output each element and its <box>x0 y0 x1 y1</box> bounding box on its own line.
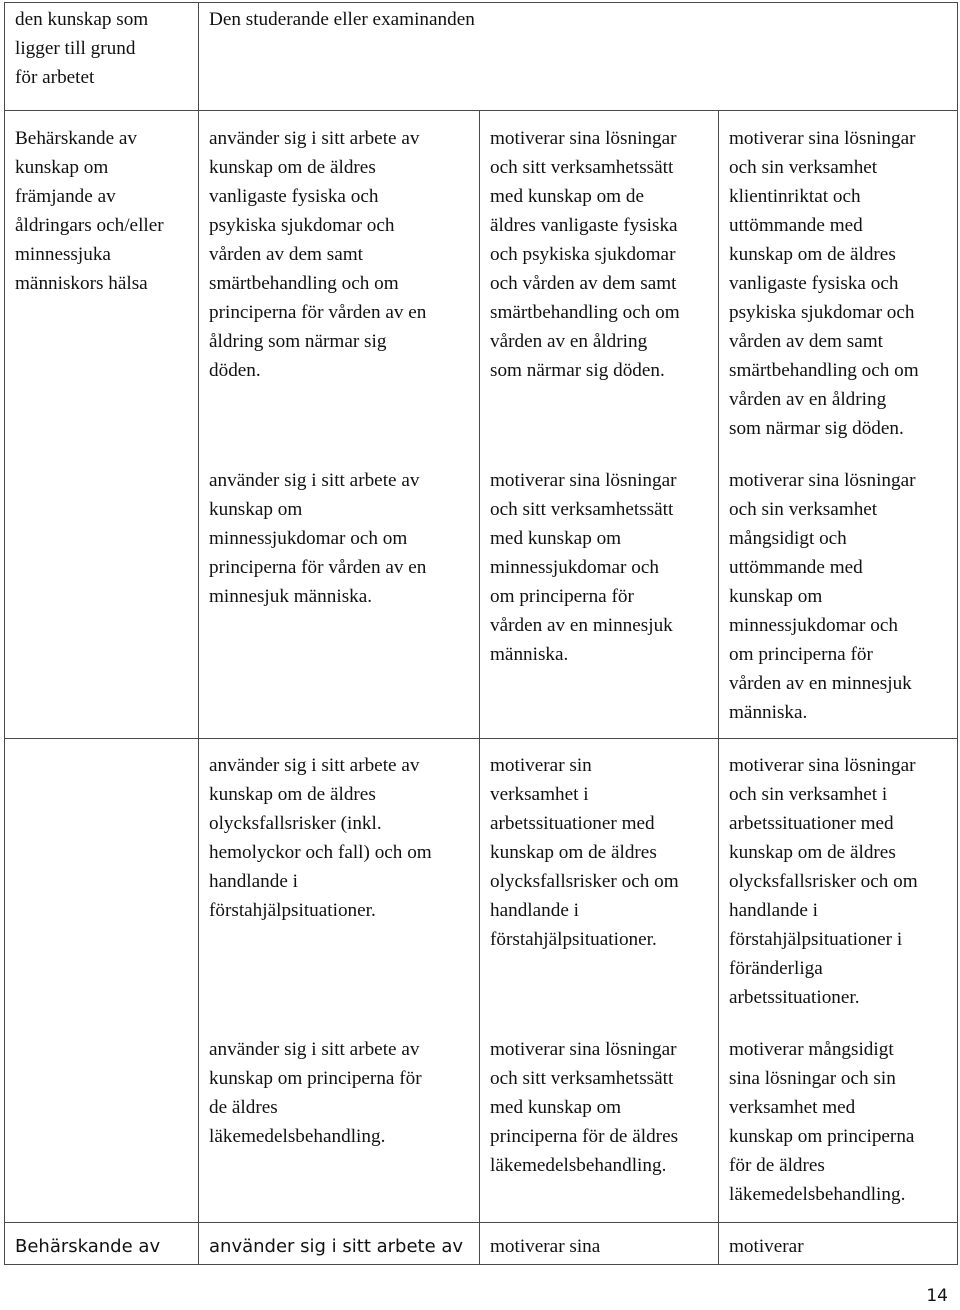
criteria-satisfactory: använder sig i sitt arbete av kunskap om minnessjukdomar och om principerna för vården av en minnesjuk människa. <box>209 470 427 607</box>
header-knowledge-basis: den kunskap som ligger till grund för arbetet <box>15 9 149 88</box>
criteria-satisfactory: använder sig i sitt arbete av kunskap om de äldres olycksfallsrisker (inkl. hemolyckor och fall) och om handlande i förstahjälpsituationer. <box>209 755 432 921</box>
criteria-excellent: motiverar mångsidigt sina lösningar och sin verksamhet med kunskap om principerna för de äldres läkemedelsbehandling. <box>729 1039 915 1205</box>
header-student: Den studerande eller examinanden <box>209 9 475 30</box>
table-border-top <box>4 2 958 3</box>
row-divider-last <box>4 1222 958 1223</box>
row-divider-group <box>4 738 958 739</box>
criteria-good: motiverar sina lösningar och sitt verksamhetssätt med kunskap om minnessjukdomar och om principerna för vården av en minnesjuk människa. <box>490 470 677 665</box>
criteria-satisfactory: använder sig i sitt arbete av <box>209 1236 464 1257</box>
row-divider-header <box>4 110 958 111</box>
competence-area: Behärskande av <box>15 1236 161 1257</box>
criteria-excellent: motiverar sina lösningar och sin verksamhet i arbetssituationer med kunskap om de äldres olycksfallsrisker och om handlande i förstahjälpsituationer i föränderliga arbetssituationer. <box>729 755 918 1008</box>
criteria-satisfactory: använder sig i sitt arbete av kunskap om principerna för de äldres läkemedelsbehandling. <box>209 1039 422 1147</box>
table-border-bottom <box>4 1264 958 1265</box>
criteria-satisfactory: använder sig i sitt arbete av kunskap om de äldres vanligaste fysiska och psykiska sjukdomar och vården av dem samt smärtbehandling och om principerna för vården av en åldring som närmar sig döden. <box>209 128 427 381</box>
page-number: 14 <box>926 1286 948 1306</box>
criteria-good: motiverar sin verksamhet i arbetssituationer med kunskap om de äldres olycksfallsrisker och om handlande i förstahjälpsituationer. <box>490 755 679 950</box>
column-divider-2 <box>479 110 480 1265</box>
assessment-table <box>4 2 958 1265</box>
table-border-right <box>957 2 958 1265</box>
column-divider-3 <box>718 110 719 1265</box>
criteria-good: motiverar sina lösningar och sitt verksamhetssätt med kunskap om de äldres vanligaste fysiska och psykiska sjukdomar och vården av dem samt smärtbehandling och om vården av en åldring som närmar sig döden. <box>490 128 680 381</box>
criteria-good: motiverar sina lösningar och sitt verksamhetssätt med kunskap om principerna för de äldres läkemedelsbehandling. <box>490 1039 679 1176</box>
criteria-excellent: motiverar <box>729 1236 804 1257</box>
criteria-excellent: motiverar sina lösningar och sin verksamhet klientinriktat och uttömmande med kunskap om de äldres vanligaste fysiska och psykiska sjukdomar och vården av dem samt smärtbehandling och om vården av en åldring som närmar sig döden. <box>729 128 919 439</box>
criteria-excellent: motiverar sina lösningar och sin verksamhet mångsidigt och uttömmande med kunskap om minnessjukdomar och om principerna för vården av en minnesjuk människa. <box>729 470 916 723</box>
competence-area: Behärskande av kunskap om främjande av åldringars och/eller minnessjuka människors hälsa <box>15 128 164 294</box>
table-border-left <box>4 2 5 1265</box>
column-divider-1 <box>198 2 199 1265</box>
criteria-good: motiverar sina <box>490 1236 601 1257</box>
